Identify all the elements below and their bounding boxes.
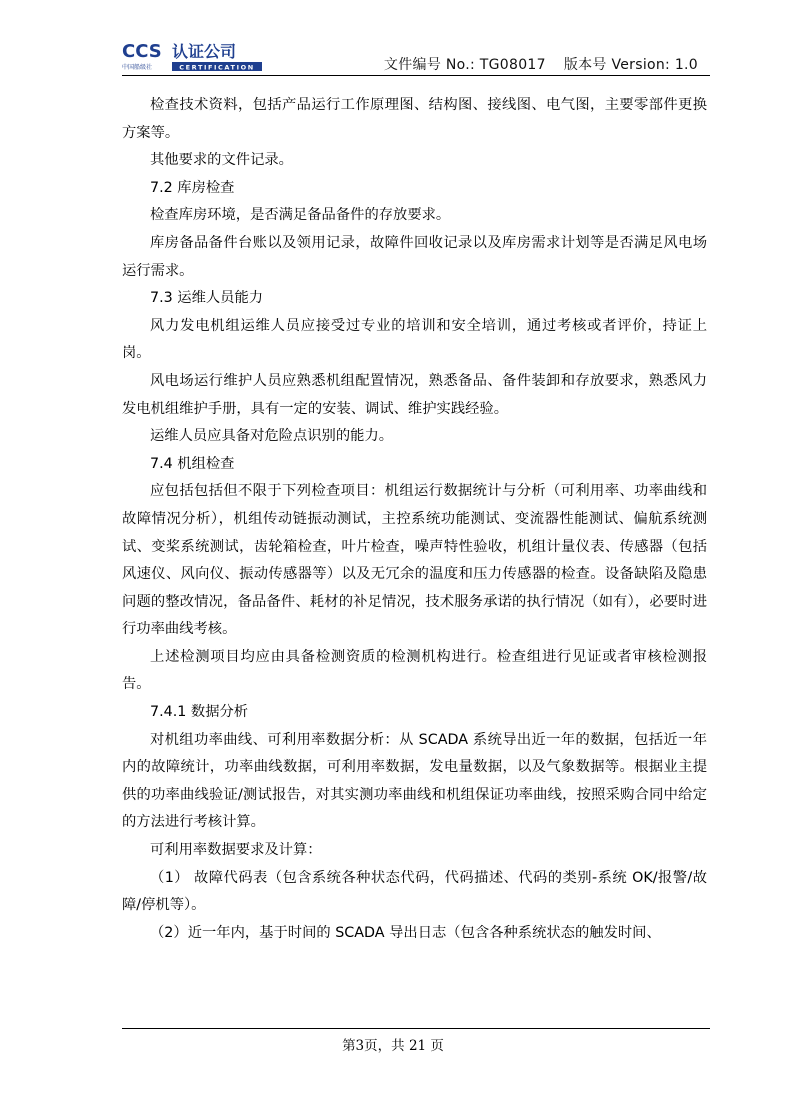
page-header bbox=[122, 36, 710, 76]
header-divider bbox=[122, 75, 710, 76]
ccs-certification-logo bbox=[122, 40, 272, 72]
paragraph: 可利用率数据要求及计算： bbox=[150, 842, 322, 859]
paragraph: 库房备品备件台账以及领用记录，故障件回收记录以及库房需求计划等是否满足风电场运行需求。 bbox=[122, 234, 707, 279]
document-info bbox=[366, 54, 698, 74]
section-heading-7-3: 7.3 运维人员能力 bbox=[150, 290, 264, 307]
logo-sub-cn-text: 中国船级社 bbox=[122, 64, 153, 71]
document-version: 版本号 Version: 1.0 bbox=[563, 57, 698, 73]
logo-name-text: 认证公司 bbox=[172, 42, 237, 61]
logo-mark-text: CCS bbox=[122, 41, 162, 62]
document-body bbox=[122, 92, 707, 947]
document-number: 文件编号 No.: TG08017 bbox=[383, 57, 546, 73]
paragraph: 应包括包括但不限于下列检查项目：机组运行数据统计与分析（可利用率、功率曲线和故障情况分析），机组传动链振动测试，主控系统功能测试、变流器性能测试、偏航系统测试、变桨系统测试，齿轮箱检查，叶片检查，噪声特性验收，机组计量仪表、传感器（包括风速仪、风向仪、振动传感器等）以及无冗余的温度和压力传感器的检查。设备缺陷及隐患问题的整改情况，备品备件、耗材的补足情况，技术服务承诺的执行情况（如有），必要时进行功率曲线考核。 bbox=[122, 483, 707, 638]
paragraph: 检查库房环境，是否满足备品备件的存放要求。 bbox=[150, 207, 451, 224]
paragraph: 风电场运行维护人员应熟悉机组配置情况，熟悉备品、备件装卸和存放要求，熟悉风力发电机组维护手册，具有一定的安装、调试、维护实践经验。 bbox=[122, 372, 707, 417]
paragraph: 运维人员应具备对危险点识别的能力。 bbox=[150, 428, 394, 445]
paragraph: 上述检测项目均应由具备检测资质的检测机构进行。检查组进行见证或者审核检测报告。 bbox=[122, 648, 707, 693]
list-item: （1） 故障代码表（包含系统各种状态代码，代码描述、代码的类别-系统 OK/报警/故障/停机等）。 bbox=[122, 869, 707, 914]
paragraph: 检查技术资料，包括产品运行工作原理图、结构图、接线图、电气图，主要零部件更换方案等。 bbox=[122, 97, 707, 141]
page-number: 第3页，共 21 页 bbox=[342, 1038, 444, 1054]
footer-divider bbox=[122, 1028, 710, 1029]
list-item: （2）近一年内，基于时间的 SCADA 导出日志（包含各种系统状态的触发时间、 bbox=[150, 924, 661, 941]
section-heading-7-4: 7.4 机组检查 bbox=[150, 455, 235, 472]
paragraph: 风力发电机组运维人员应接受过专业的培训和安全培训，通过考核或者评价，持证上岗。 bbox=[122, 317, 707, 362]
logo-sub-en-text: CERTIFICATION bbox=[179, 63, 255, 72]
paragraph: 对机组功率曲线、可利用率数据分析：从 SCADA 系统导出近一年的数据，包括近一年内的故障统计，功率曲线数据，可利用率数据，发电量数据，以及气象数据等。根据业主提供的功率曲线验证/测试报告，对其实测功率曲线和机组保证功率曲线，按照采购合同中给定的方法进行考核计算。 bbox=[122, 731, 707, 831]
section-heading-7-4-1: 7.4.1 数据分析 bbox=[150, 704, 249, 721]
paragraph: 其他要求的文件记录。 bbox=[150, 152, 293, 169]
section-heading-7-2: 7.2 库房检查 bbox=[150, 179, 235, 196]
